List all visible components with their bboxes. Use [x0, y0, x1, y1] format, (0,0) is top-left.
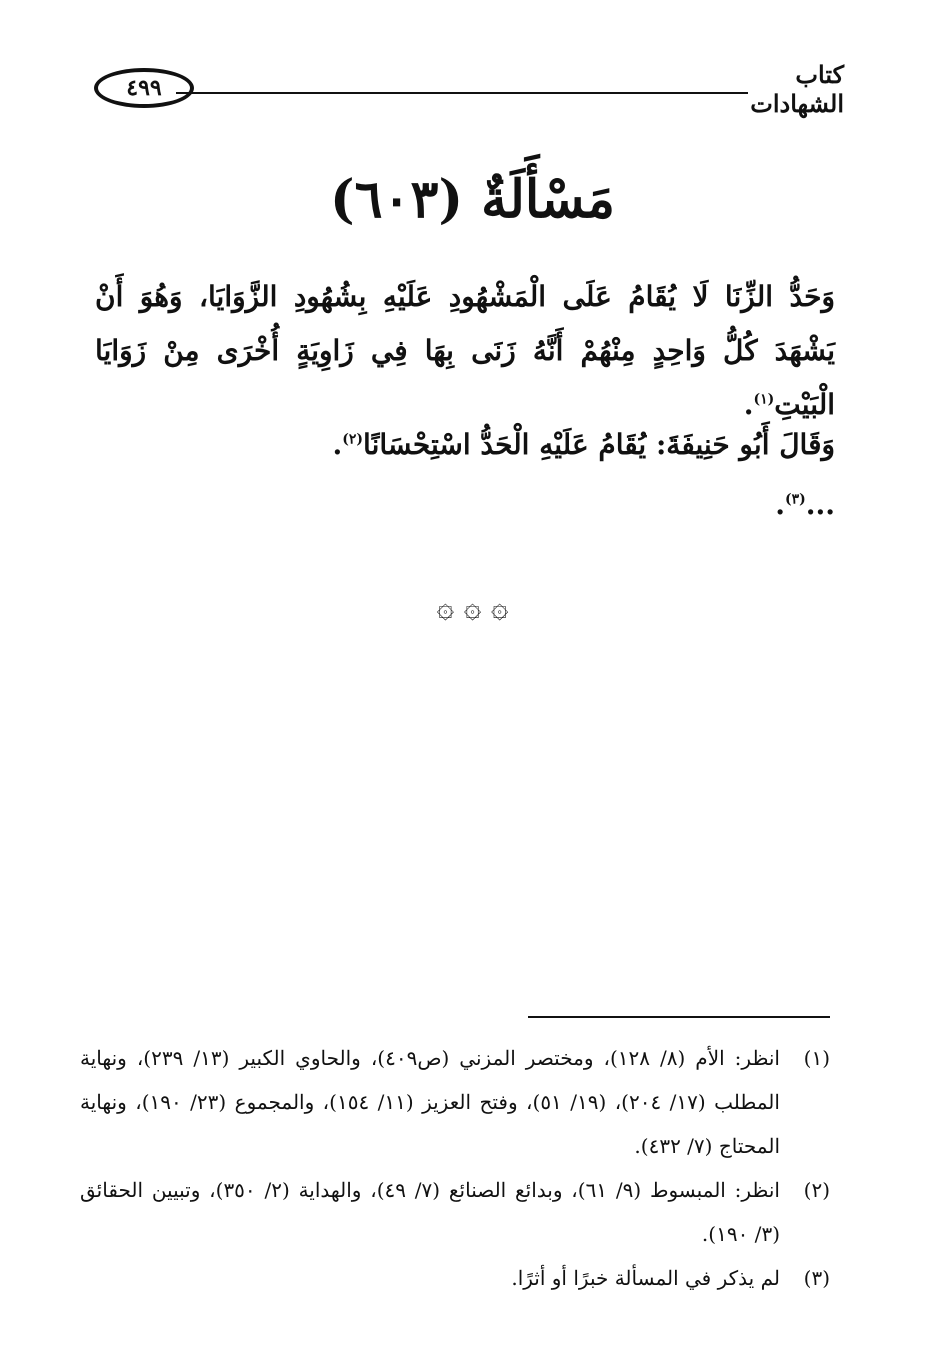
- section-ornament: ۞ ۞ ۞: [436, 590, 509, 625]
- paragraph-end: .: [775, 488, 785, 521]
- paragraph-text: ...: [805, 488, 835, 521]
- paragraph-end: .: [743, 388, 754, 421]
- body-paragraph: [95, 478, 835, 532]
- book-title: كتاب الشهادات: [750, 60, 844, 118]
- footnote-separator: [528, 1016, 830, 1018]
- page-number: ٤٩٩: [94, 68, 194, 108]
- footnote-item: [80, 1036, 830, 1168]
- footnote-number: (٣): [803, 1266, 830, 1290]
- footnote-text: لم يذكر في المسألة خبرًا أو أثرًا.: [511, 1266, 780, 1290]
- issue-title: مَسْأَلَةٌ (٦٠٣): [330, 169, 615, 230]
- page-header: [84, 60, 844, 120]
- paragraph-end: .: [332, 428, 343, 461]
- footnote-number: (٢): [803, 1178, 830, 1202]
- body-paragraph: [95, 270, 835, 432]
- footnote-number: (١): [803, 1046, 830, 1070]
- footnote-ref[interactable]: (٢): [342, 431, 364, 448]
- header-rule: [176, 92, 748, 94]
- body-paragraph: [95, 418, 835, 472]
- paragraph-text: وَقَالَ أَبُو حَنِيفَةَ: يُقَامُ عَلَيْهِ الْحَدُّ اسْتِحْسَانًا: [363, 428, 835, 461]
- footnote-text: انظر: المبسوط (٩/ ٦١)، وبدائع الصنائع (٧/ ٤٩)، والهداية (٢/ ٣٥٠)، وتبيين الحقائق (٣/ ١٩٠).: [80, 1178, 780, 1246]
- footnote-ref[interactable]: (٣): [784, 491, 806, 508]
- footnote-item: [80, 1168, 830, 1256]
- footnote-item: [80, 1256, 830, 1300]
- footnote-ref[interactable]: (١): [753, 391, 775, 408]
- footnotes: [80, 1036, 830, 1300]
- footnote-text: انظر: الأم (٨/ ١٢٨)، ومختصر المزني (ص٤٠٩)، والحاوي الكبير (١٣/ ٢٣٩)، ونهاية المطلب (١٧/ ٢٠٤)، (١٩/ ٥١)، وفتح العزيز (١١/ ١٥٤)، والمجموع (٢٣/ ١٩٠)، ونهاية المحتاج (٧/ ٤٣٢).: [80, 1046, 780, 1158]
- paragraph-text: وَحَدُّ الزِّنَا لَا يُقَامُ عَلَى الْمَشْهُودِ عَلَيْهِ بِشُهُودِ الزَّوَايَا، وَهُوَ أَنْ يَشْهَدَ كُلُّ وَاحِدٍ مِنْهُمْ أَنَّهُ زَنَى بِهَا فِي زَاوِيَةٍ أُخْرَى مِنْ زَوَايَا الْبَيْتِ: [95, 280, 835, 421]
